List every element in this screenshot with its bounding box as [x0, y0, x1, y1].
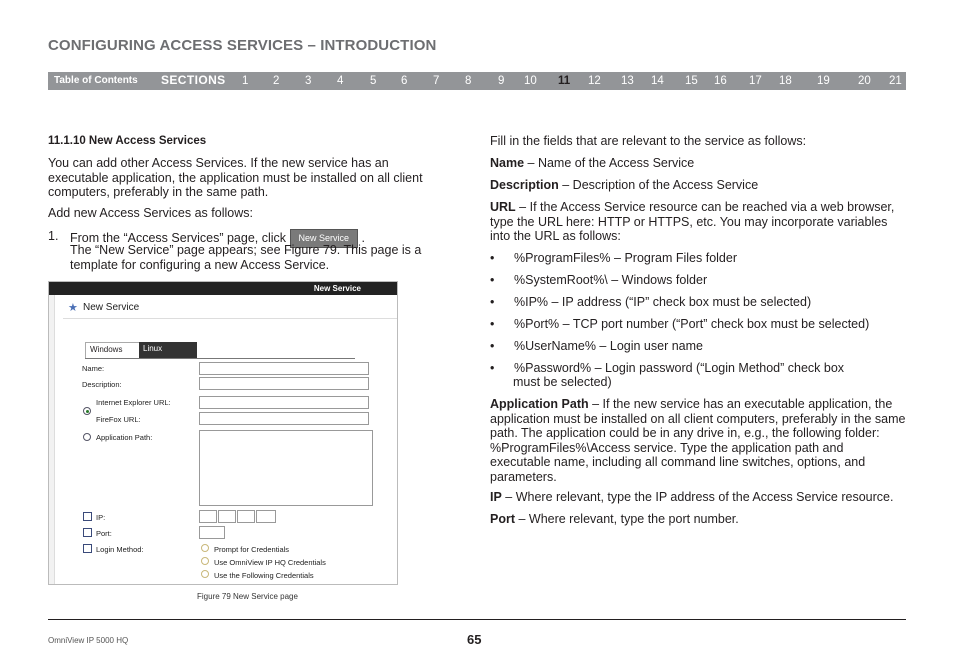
ip-desc: – Where relevant, type the IP address of the Access Service resource.: [501, 490, 894, 504]
star-icon: ★: [68, 302, 78, 314]
following-credentials-radio[interactable]: [201, 570, 209, 578]
login-method-label: Login Method:: [96, 545, 144, 554]
step-number: 1.: [48, 229, 59, 243]
tab-windows[interactable]: Windows: [85, 342, 143, 358]
section-link-21[interactable]: 21: [889, 75, 902, 87]
section-link-5[interactable]: 5: [370, 75, 377, 87]
firefox-url-field[interactable]: [199, 412, 369, 425]
port-field[interactable]: [199, 526, 225, 539]
section-link-2[interactable]: 2: [273, 75, 280, 87]
ip-label: IP:: [96, 513, 106, 522]
url-term: URL: [490, 200, 516, 214]
name-field[interactable]: [199, 362, 369, 375]
section-link-16[interactable]: 16: [714, 75, 727, 87]
bullet-text: %SystemRoot%\ – Windows folder: [514, 273, 708, 287]
firefox-url-label: FireFox URL:: [96, 415, 141, 424]
section-link-18[interactable]: 18: [779, 75, 792, 87]
name-label: Name:: [82, 364, 105, 373]
port-checkbox[interactable]: [83, 528, 92, 537]
new-service-screenshot: [48, 281, 398, 585]
fields-intro: Fill in the fields that are relevant to the service as follows:: [490, 134, 807, 148]
footer-divider: [48, 619, 906, 620]
prompt-credentials-radio[interactable]: [201, 544, 209, 552]
section-link-19[interactable]: 19: [817, 75, 830, 87]
app-path-field[interactable]: [199, 430, 373, 506]
sections-label: SECTIONS: [161, 73, 226, 87]
ip-checkbox[interactable]: [83, 512, 92, 521]
section-heading: 11.1.10 New Access Services: [48, 135, 207, 147]
url-radio[interactable]: [83, 407, 91, 415]
ip-definition: [490, 490, 910, 505]
figure-header: New Service: [83, 302, 140, 313]
bullet-dot: •: [490, 361, 495, 375]
description-label: Description:: [82, 380, 122, 389]
name-desc: – Name of the Access Service: [524, 156, 695, 170]
name-term: Name: [490, 156, 525, 170]
bullet-dot: •: [490, 339, 495, 353]
section-link-15[interactable]: 15: [685, 75, 698, 87]
app-path-definition: [490, 397, 906, 484]
port-desc: – Where relevant, type the port number.: [515, 512, 739, 526]
bullet-dot: •: [490, 251, 495, 265]
port-term: Port: [490, 512, 515, 526]
following-credentials-label: Use the Following Credentials: [214, 571, 314, 580]
ip-term: IP: [490, 490, 502, 504]
step-period: .: [361, 231, 366, 245]
section-link-14[interactable]: 14: [651, 75, 664, 87]
ie-url-label: Internet Explorer URL:: [96, 398, 171, 407]
section-link-11-active[interactable]: 11: [558, 75, 571, 87]
ip-octet-1[interactable]: [199, 510, 217, 523]
description-desc: – Description of the Access Service: [558, 178, 759, 192]
ip-octet-4[interactable]: [256, 510, 276, 523]
bullet-dot: •: [490, 273, 495, 287]
login-method-checkbox[interactable]: [83, 544, 92, 553]
section-link-13[interactable]: 13: [621, 75, 634, 87]
new-service-button[interactable]: New Service: [290, 229, 359, 248]
bullet-text: %Port% – TCP port number (“Port” check box must be selected): [514, 317, 870, 331]
page-number: 65: [467, 632, 482, 647]
tab-underline: [85, 358, 355, 359]
bullet-text: %ProgramFiles% – Program Files folder: [514, 251, 737, 265]
intro-paragraph: You can add other Access Services. If the new service has an executable application, the application must be installed on all client computers, preferably in the same path.: [48, 156, 423, 199]
bullet-text: %UserName% – Login user name: [514, 339, 703, 353]
name-definition: [490, 156, 694, 171]
page-title: CONFIGURING ACCESS SERVICES – INTRODUCTION: [48, 37, 437, 54]
section-link-6[interactable]: 6: [401, 75, 408, 87]
ip-octet-2[interactable]: [218, 510, 236, 523]
bullet-dot: •: [490, 317, 495, 331]
omniview-credentials-radio[interactable]: [201, 557, 209, 565]
description-term: Description: [490, 178, 559, 192]
section-link-10[interactable]: 10: [524, 75, 537, 87]
bullet-continuation: must be selected): [513, 375, 612, 389]
footer-product: OmniView IP 5000 HQ: [48, 636, 129, 645]
section-link-8[interactable]: 8: [465, 75, 472, 87]
section-link-20[interactable]: 20: [858, 75, 871, 87]
app-path-label: Application Path:: [96, 433, 153, 442]
step-text: From the “Access Services” page, click: [70, 231, 287, 245]
step-text-2: The “New Service” page appears; see Figure 79. This page is a template for configuring a new Access Service.: [70, 243, 422, 272]
section-link-7[interactable]: 7: [433, 75, 440, 87]
add-steps-intro: Add new Access Services as follows:: [48, 206, 253, 220]
app-path-term: Application Path: [490, 397, 589, 411]
description-field[interactable]: [199, 377, 369, 390]
figure-top-bar: [49, 282, 397, 295]
figure-divider: [63, 318, 397, 319]
app-path-desc: – If the new service has an executable application, the application must be installed on all client computers, preferably in the same path. The application could be in any drive in, e.g., the following folder: %ProgramFiles%\Access service. Type the application path and executable name, including all command line switches, options, and parameters.: [490, 397, 906, 484]
app-path-radio[interactable]: [83, 433, 91, 441]
url-definition: [490, 200, 906, 244]
bullet-text: %Password% – Login password (“Login Method” check box: [514, 361, 845, 375]
section-link-3[interactable]: 3: [305, 75, 312, 87]
ip-octet-3[interactable]: [237, 510, 255, 523]
prompt-credentials-label: Prompt for Credentials: [214, 545, 290, 554]
tab-linux[interactable]: Linux: [139, 342, 197, 358]
section-link-4[interactable]: 4: [337, 75, 344, 87]
figure-side-strip: [49, 295, 55, 584]
figure-caption: Figure 79 New Service page: [197, 592, 298, 601]
section-link-1[interactable]: 1: [242, 75, 249, 87]
section-link-9[interactable]: 9: [498, 75, 505, 87]
bullet-dot: •: [490, 295, 495, 309]
port-definition: [490, 512, 739, 527]
section-link-12[interactable]: 12: [588, 75, 601, 87]
ie-url-field[interactable]: [199, 396, 369, 409]
omniview-credentials-label: Use OmniView IP HQ Credentials: [214, 558, 326, 567]
section-nav-bar: [48, 72, 906, 90]
url-desc: – If the Access Service resource can be reached via a web browser, type the URL here: HTTP or HTTPS, etc. You may incorporate variables into the URL as follows:: [490, 200, 895, 243]
section-link-17[interactable]: 17: [749, 75, 762, 87]
table-of-contents-link[interactable]: Table of Contents: [54, 75, 138, 86]
bullet-text: %IP% – IP address (“IP” check box must be selected): [514, 295, 812, 309]
port-label: Port:: [96, 529, 112, 538]
figure-top-title: New Service: [313, 284, 361, 293]
description-definition: [490, 178, 758, 193]
